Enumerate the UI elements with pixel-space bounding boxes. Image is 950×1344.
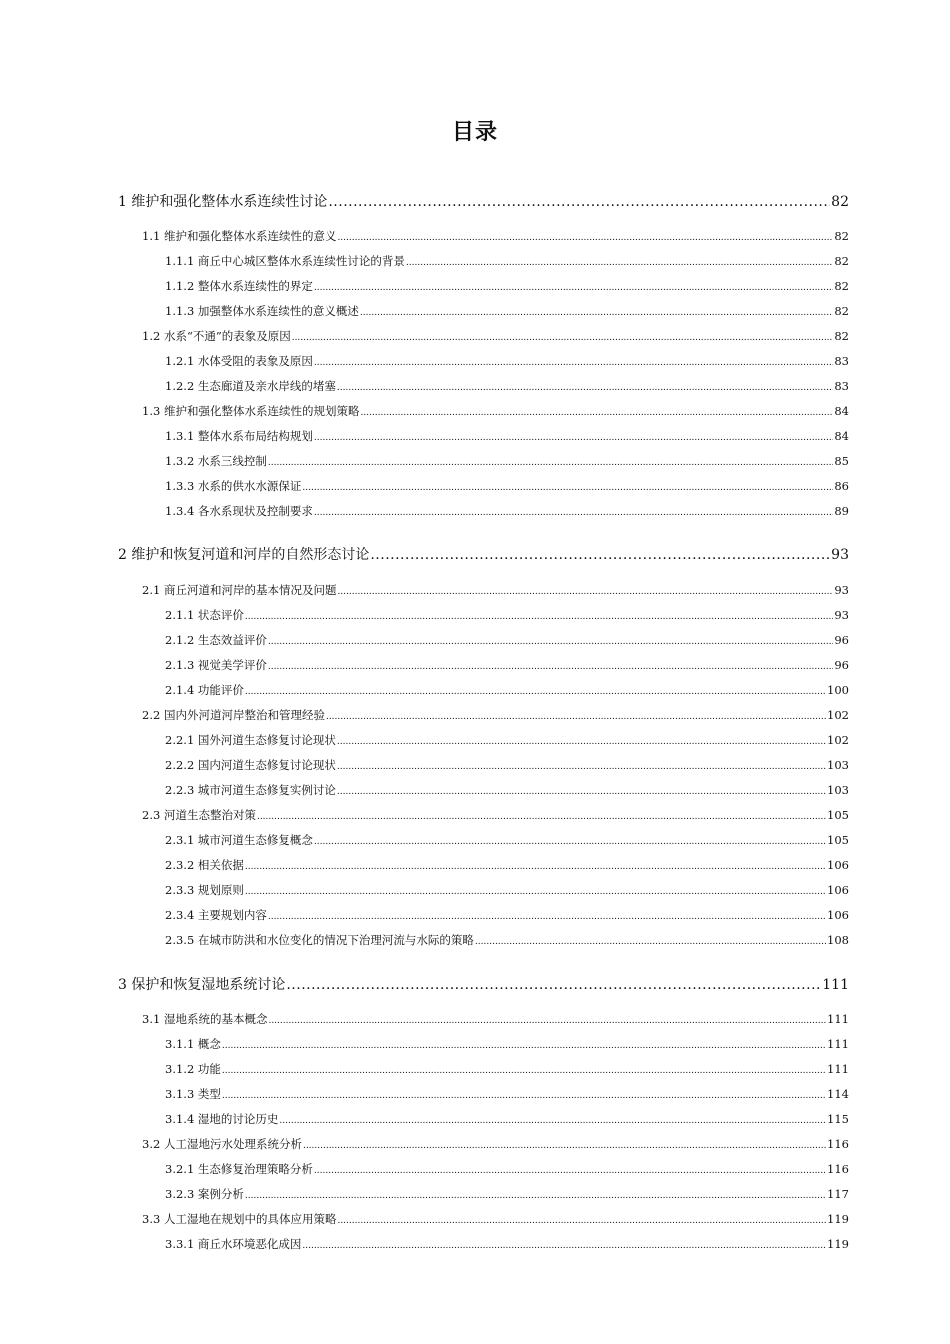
toc-entry-level-3[interactable] bbox=[165, 354, 849, 371]
toc-page-number: 82 bbox=[834, 254, 849, 268]
toc-page-number: 86 bbox=[834, 479, 849, 493]
toc-entry-level-3[interactable] bbox=[165, 1087, 849, 1104]
toc-entry-level-3[interactable] bbox=[165, 454, 849, 471]
toc-entry-level-3[interactable] bbox=[165, 479, 849, 496]
toc-page-number: 119 bbox=[827, 1212, 849, 1226]
toc-entry-level-1[interactable] bbox=[118, 976, 849, 994]
toc-page-number: 105 bbox=[827, 808, 849, 822]
toc-page-number: 114 bbox=[827, 1087, 849, 1101]
toc-dot-leader bbox=[314, 1164, 826, 1179]
toc-entry-level-2[interactable] bbox=[142, 404, 849, 421]
toc-page-number: 106 bbox=[827, 883, 849, 897]
toc-page-number: 103 bbox=[827, 758, 849, 772]
toc-entry-level-2[interactable] bbox=[142, 708, 849, 725]
toc-entry-title: 1.2.2 生态廊道及亲水岸线的堵塞 bbox=[165, 379, 336, 393]
toc-entry-level-3[interactable] bbox=[165, 304, 849, 321]
toc-page-number: 96 bbox=[834, 658, 849, 672]
toc-entry-level-3[interactable] bbox=[165, 1112, 849, 1129]
toc-dot-leader bbox=[360, 306, 833, 321]
toc-entry-title: 3.1.3 类型 bbox=[165, 1087, 221, 1101]
toc-dot-leader bbox=[303, 1139, 826, 1154]
toc-entry-title: 2.2 国内外河道河岸整治和管理经验 bbox=[142, 708, 325, 722]
toc-dot-leader bbox=[406, 256, 833, 271]
toc-page-number: 83 bbox=[834, 379, 849, 393]
toc-entry-title: 2.1.1 状态评价 bbox=[165, 608, 244, 622]
toc-entry-level-1[interactable] bbox=[118, 193, 849, 211]
toc-dot-leader bbox=[268, 635, 833, 650]
toc-page-number: 116 bbox=[827, 1162, 849, 1176]
toc-entry-level-2[interactable] bbox=[142, 329, 849, 346]
toc-entry-title: 3.2 人工湿地污水处理系统分析 bbox=[142, 1137, 302, 1151]
toc-entry-title: 2.1.4 功能评价 bbox=[165, 683, 244, 697]
toc-dot-leader bbox=[268, 910, 826, 925]
toc-page-number: 102 bbox=[827, 708, 849, 722]
toc-dot-leader bbox=[245, 860, 826, 875]
toc-dot-leader bbox=[292, 331, 834, 346]
toc-entry-level-3[interactable] bbox=[165, 504, 849, 521]
toc-dot-leader bbox=[286, 976, 821, 994]
toc-page-number: 85 bbox=[834, 454, 849, 468]
toc-page-number: 82 bbox=[834, 229, 849, 243]
toc-page-number: 96 bbox=[834, 633, 849, 647]
toc-dot-leader bbox=[337, 735, 826, 750]
toc-entry-title: 1 维护和强化整体水系连续性讨论 bbox=[118, 194, 328, 210]
toc-entry-level-3[interactable] bbox=[165, 254, 849, 271]
toc-entry-title: 3 保护和恢复湿地系统讨论 bbox=[118, 977, 286, 993]
toc-entry-level-3[interactable] bbox=[165, 783, 849, 800]
toc-entry-level-2[interactable] bbox=[142, 1137, 849, 1154]
toc-page-number: 100 bbox=[827, 683, 849, 697]
toc-entry-title: 1.1.1 商丘中心城区整体水系连续性讨论的背景 bbox=[165, 254, 405, 268]
toc-entry-level-3[interactable] bbox=[165, 833, 849, 850]
toc-entry-title: 2.2.3 城市河道生态修复实例讨论 bbox=[165, 783, 336, 797]
toc-dot-leader bbox=[245, 1189, 826, 1204]
toc-dot-leader bbox=[337, 785, 826, 800]
toc-entry-title: 2.3.3 规划原则 bbox=[165, 883, 244, 897]
toc-entry-title: 1.3 维护和强化整体水系连续性的规划策略 bbox=[142, 404, 360, 418]
toc-entry-level-2[interactable] bbox=[142, 808, 849, 825]
toc-page-number: 82 bbox=[831, 194, 849, 210]
toc-entry-level-3[interactable] bbox=[165, 279, 849, 296]
toc-entry-level-3[interactable] bbox=[165, 1187, 849, 1204]
toc-entry-level-2[interactable] bbox=[142, 229, 849, 246]
toc-page-number: 111 bbox=[827, 1037, 849, 1051]
toc-entry-title: 2.3.1 城市河道生态修复概念 bbox=[165, 833, 313, 847]
toc-dot-leader bbox=[328, 193, 830, 211]
toc-dot-leader bbox=[337, 760, 826, 775]
toc-dot-leader bbox=[337, 1214, 826, 1229]
toc-entry-title: 3.1.1 概念 bbox=[165, 1037, 221, 1051]
toc-page-number: 106 bbox=[827, 858, 849, 872]
toc-entry-title: 1.1.3 加强整体水系连续性的意义概述 bbox=[165, 304, 359, 318]
page-title: 目录 bbox=[451, 120, 498, 145]
toc-page-number: 108 bbox=[827, 933, 849, 947]
toc-entry-title: 3.1.2 功能 bbox=[165, 1062, 221, 1076]
toc-dot-leader bbox=[314, 835, 826, 850]
toc-entry-title: 3.2.1 生态修复治理策略分析 bbox=[165, 1162, 313, 1176]
toc-page-number: 82 bbox=[834, 304, 849, 318]
toc-dot-leader bbox=[222, 1039, 826, 1054]
toc-entry-level-3[interactable] bbox=[165, 933, 849, 950]
toc-dot-leader bbox=[245, 610, 833, 625]
toc-entry-title: 1.3.3 水系的供水水源保证 bbox=[165, 479, 302, 493]
toc-entry-title: 1.1.2 整体水系连续性的界定 bbox=[165, 279, 313, 293]
toc-entry-title: 3.3.1 商丘水环境恶化成因 bbox=[165, 1237, 302, 1251]
toc-dot-leader bbox=[268, 1014, 826, 1029]
toc-dot-leader bbox=[245, 685, 826, 700]
toc-page-number: 117 bbox=[827, 1187, 849, 1201]
toc-entry-level-2[interactable] bbox=[142, 1012, 849, 1029]
toc-entry-title: 1.2.1 水体受阻的表象及原因 bbox=[165, 354, 313, 368]
toc-entry-level-3[interactable] bbox=[165, 758, 849, 775]
toc-page-number: 102 bbox=[827, 733, 849, 747]
toc-entry-title: 3.1 湿地系统的基本概念 bbox=[142, 1012, 268, 1026]
toc-dot-leader bbox=[222, 1089, 826, 1104]
toc-page-number: 93 bbox=[831, 547, 849, 563]
toc-entry-title: 2.1.2 生态效益评价 bbox=[165, 633, 267, 647]
toc-page-number: 82 bbox=[834, 329, 849, 343]
toc-entry-title: 1.3.4 各水系现状及控制要求 bbox=[165, 504, 313, 518]
toc-page-number: 84 bbox=[834, 429, 849, 443]
toc-dot-leader bbox=[314, 431, 833, 446]
toc-dot-leader bbox=[222, 1064, 826, 1079]
toc-entry-title: 2.2.1 国外河道生态修复讨论现状 bbox=[165, 733, 336, 747]
toc-entry-level-3[interactable] bbox=[165, 683, 849, 700]
toc-page-number: 83 bbox=[834, 354, 849, 368]
toc-entry-title: 1.3.1 整体水系布局结构规划 bbox=[165, 429, 313, 443]
toc-dot-leader bbox=[245, 885, 826, 900]
toc-entry-title: 2.3.2 相关依据 bbox=[165, 858, 244, 872]
toc-dot-leader bbox=[370, 546, 830, 564]
toc-dot-leader bbox=[302, 481, 833, 496]
toc-dot-leader bbox=[314, 506, 833, 521]
toc-page-number: 111 bbox=[827, 1012, 849, 1026]
toc-entry-title: 2.3 河道生态整治对策 bbox=[142, 808, 256, 822]
toc-entry-level-3[interactable] bbox=[165, 379, 849, 396]
toc-dot-leader bbox=[360, 406, 833, 421]
toc-dot-leader bbox=[279, 1114, 826, 1129]
toc-page-number: 119 bbox=[827, 1237, 849, 1251]
toc-entry-level-1[interactable] bbox=[118, 546, 849, 564]
toc-dot-leader bbox=[326, 710, 826, 725]
toc-dot-leader bbox=[337, 381, 833, 396]
toc-entry-level-3[interactable] bbox=[165, 858, 849, 875]
toc-dot-leader bbox=[302, 1239, 826, 1254]
toc-entry-title: 2.1.3 视觉美学评价 bbox=[165, 658, 267, 672]
toc-entry-level-3[interactable] bbox=[165, 1062, 849, 1079]
toc-page-number: 106 bbox=[827, 908, 849, 922]
toc-page-number: 82 bbox=[834, 279, 849, 293]
toc-entry-title: 2.2.2 国内河道生态修复讨论现状 bbox=[165, 758, 336, 772]
toc-dot-leader bbox=[475, 935, 826, 950]
toc-dot-leader bbox=[314, 356, 833, 371]
toc-entry-title: 2 维护和恢复河道和河岸的自然形态讨论 bbox=[118, 547, 370, 563]
toc-page-number: 116 bbox=[827, 1137, 849, 1151]
toc-entry-title: 2.3.5 在城市防洪和水位变化的情况下治理河流与水际的策略 bbox=[165, 933, 474, 947]
toc-page-number: 115 bbox=[827, 1112, 849, 1126]
toc-entry-level-3[interactable] bbox=[165, 1162, 849, 1179]
toc-dot-leader bbox=[268, 456, 833, 471]
toc-entry-level-3[interactable] bbox=[165, 429, 849, 446]
toc-entry-level-2[interactable] bbox=[142, 583, 849, 600]
toc-page-number: 89 bbox=[834, 504, 849, 518]
toc-entry-title: 2.1 商丘河道和河岸的基本情况及问题 bbox=[142, 583, 337, 597]
toc-entry-title: 1.1 维护和强化整体水系连续性的意义 bbox=[142, 229, 337, 243]
toc-entry-level-3[interactable] bbox=[165, 633, 849, 650]
toc-page-number: 111 bbox=[822, 977, 849, 993]
toc-entry-title: 3.1.4 湿地的讨论历史 bbox=[165, 1112, 279, 1126]
toc-dot-leader bbox=[337, 585, 833, 600]
toc-entry-level-3[interactable] bbox=[165, 733, 849, 750]
toc-entry-title: 2.3.4 主要规划内容 bbox=[165, 908, 267, 922]
toc-entry-level-3[interactable] bbox=[165, 1037, 849, 1054]
toc-entry-title: 3.2.3 案例分析 bbox=[165, 1187, 244, 1201]
toc-entry-level-3[interactable] bbox=[165, 883, 849, 900]
toc-page-number: 105 bbox=[827, 833, 849, 847]
toc-entry-level-3[interactable] bbox=[165, 608, 849, 625]
toc-dot-leader bbox=[337, 231, 833, 246]
toc-entry-level-3[interactable] bbox=[165, 908, 849, 925]
toc-page-number: 93 bbox=[834, 608, 849, 622]
toc-page-number: 103 bbox=[827, 783, 849, 797]
toc-entry-title: 1.3.2 水系三线控制 bbox=[165, 454, 267, 468]
toc-dot-leader bbox=[268, 660, 833, 675]
toc-dot-leader bbox=[257, 810, 826, 825]
toc-entry-title: 3.3 人工湿地在规划中的具体应用策略 bbox=[142, 1212, 337, 1226]
toc-entry-level-3[interactable] bbox=[165, 1237, 849, 1254]
toc-entry-title: 1.2 水系“不通”的表象及原因 bbox=[142, 329, 291, 343]
toc-dot-leader bbox=[314, 281, 833, 296]
toc-entry-level-3[interactable] bbox=[165, 658, 849, 675]
toc-page-number: 93 bbox=[834, 583, 849, 597]
toc-page-number: 84 bbox=[834, 404, 849, 418]
toc-page-number: 111 bbox=[827, 1062, 849, 1076]
toc-entry-level-2[interactable] bbox=[142, 1212, 849, 1229]
